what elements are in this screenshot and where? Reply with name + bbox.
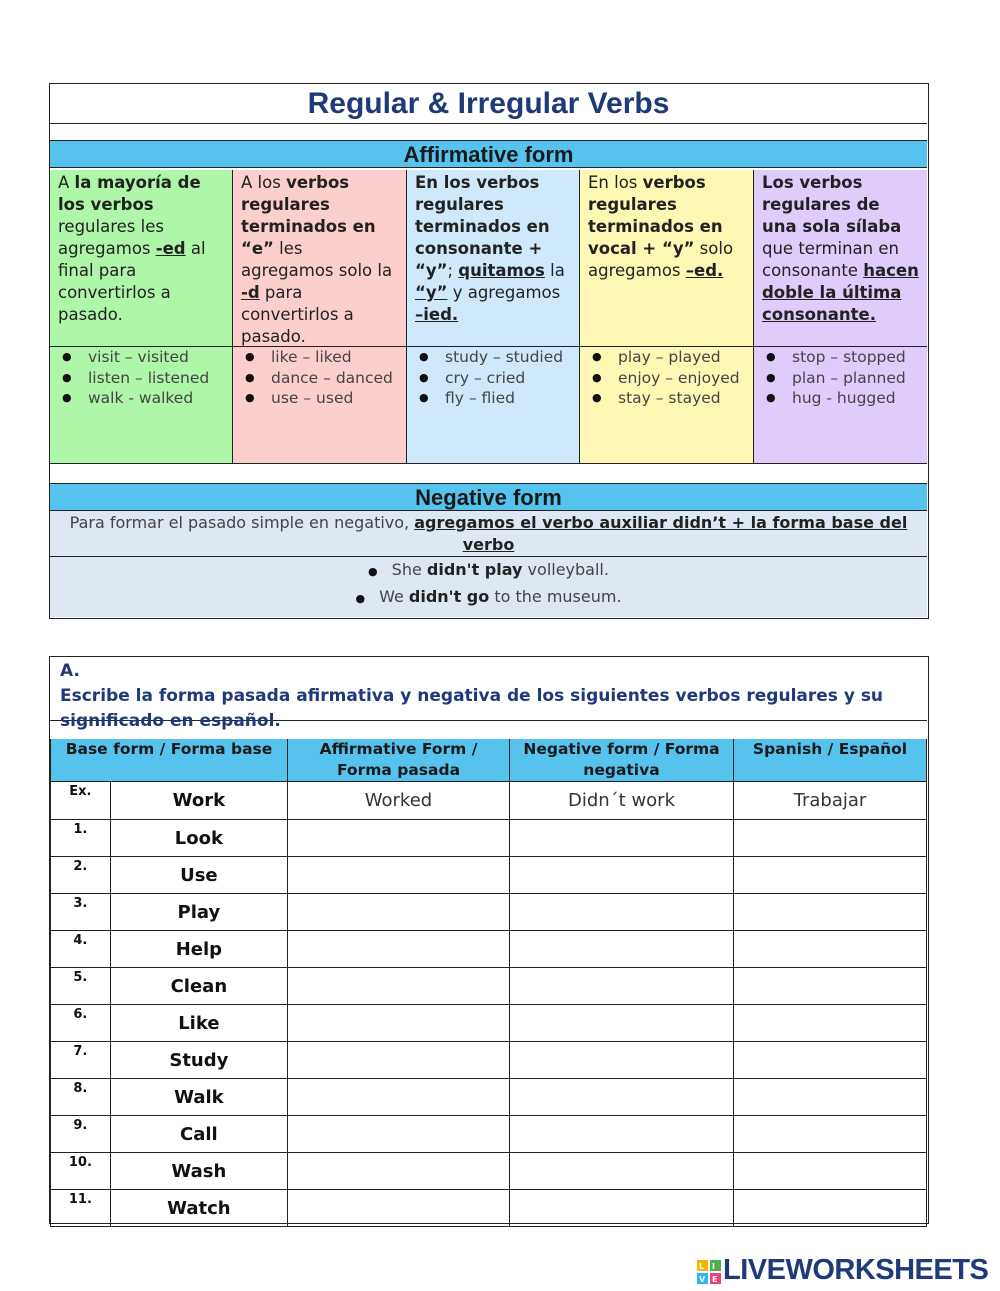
row-number: 4. (51, 931, 111, 968)
negative-answer-cell[interactable] (510, 968, 734, 1005)
base-form-cell: Look (110, 820, 287, 857)
base-form-cell: Study (110, 1042, 287, 1079)
negative-answer-cell[interactable] (510, 894, 734, 931)
affirmative-answer-cell[interactable] (288, 1079, 510, 1116)
row-number: 11. (51, 1190, 111, 1227)
base-form-cell: Use (110, 857, 287, 894)
row-number: 10. (51, 1153, 111, 1190)
logo-letter-e: E (712, 1275, 718, 1284)
spanish-answer-cell[interactable] (734, 968, 927, 1005)
example-item: ● fly – flied (427, 388, 571, 409)
spanish-answer-cell[interactable] (734, 1005, 927, 1042)
table-row (51, 1079, 927, 1116)
example-item: ● listen – listened (70, 368, 224, 389)
table-row (51, 1190, 927, 1227)
base-form-cell: Walk (110, 1079, 287, 1116)
rule-3-text: En los verbos regulares terminados en consonante + “y”; quitamos la “y” y agregamos –ied. (407, 170, 579, 347)
rule-5-text: Los verbos regulares de una sola sílaba que terminan en consonante hacen doble la última consonante. (754, 170, 927, 347)
row-number: 7. (51, 1042, 111, 1079)
spanish-answer-cell[interactable] (734, 857, 927, 894)
spanish-answer-cell[interactable] (734, 931, 927, 968)
affirmative-answer-cell[interactable] (288, 1153, 510, 1190)
row-number: 6. (51, 1005, 111, 1042)
spacer-row (50, 463, 927, 483)
logo-letter-v: V (699, 1275, 706, 1284)
affirmative-answer-cell[interactable] (288, 1042, 510, 1079)
affirmative-answer-cell[interactable] (288, 1116, 510, 1153)
table-row (51, 820, 927, 857)
negative-example: ● We didn't go to the museum. (355, 587, 622, 606)
spanish-answer-cell[interactable] (734, 1116, 927, 1153)
negative-answer-cell[interactable] (510, 1042, 734, 1079)
rule-1-examples (50, 347, 232, 409)
example-item: ● stay – stayed (600, 388, 745, 409)
rule-5-examples (754, 347, 927, 409)
negative-answer-cell[interactable] (510, 1153, 734, 1190)
affirmative-heading: Affirmative form (50, 140, 927, 168)
table-row (51, 1005, 927, 1042)
negative-heading: Negative form (50, 483, 927, 511)
affirmative-answer-cell[interactable] (288, 968, 510, 1005)
row-number: 3. (51, 894, 111, 931)
exercise-table (50, 739, 927, 1227)
example-item: ● dance – danced (253, 368, 398, 389)
brand-logo (697, 1254, 997, 1288)
example-item: ● plan – planned (774, 368, 919, 389)
base-form-cell: Wash (110, 1153, 287, 1190)
brand-name: LIVEWORKSHEETS (723, 1254, 989, 1286)
table-header-row (51, 739, 927, 782)
header-negative: Negative form / Forma negativa (510, 739, 734, 782)
negative-answer-cell[interactable] (510, 857, 734, 894)
spanish-answer-cell[interactable] (734, 894, 927, 931)
row-number: 5. (51, 968, 111, 1005)
example-item: ● stop – stopped (774, 347, 919, 368)
negative-answer-cell[interactable] (510, 1005, 734, 1042)
header-affirmative: Affirmative Form / Forma pasada (288, 739, 510, 782)
table-row (51, 894, 927, 931)
table-row (51, 782, 927, 820)
exercise-box (49, 656, 929, 1224)
base-form-cell: Help (110, 931, 287, 968)
example-item: ● walk - walked (70, 388, 224, 409)
rule-2-examples (233, 347, 406, 409)
base-form-cell: Work (110, 782, 287, 820)
rule-4-text: En los verbos regulares terminados en vocal + “y” solo agregamos –ed. (580, 170, 753, 347)
example-item: ● use – used (253, 388, 398, 409)
spanish-answer-cell[interactable] (734, 1190, 927, 1227)
spanish-answer-cell[interactable] (734, 1042, 927, 1079)
negative-rule-text: Para formar el pasado simple en negativo, agregamos el verbo auxiliar didn’t + la forma base del verbo (50, 511, 927, 557)
exercise-instruction: A.Escribe la forma pasada afirmativa y negativa de los siguientes verbos regulares y su significado en español. (50, 657, 927, 721)
base-form-cell: Watch (110, 1190, 287, 1227)
table-row (51, 1042, 927, 1079)
negative-answer-cell[interactable] (510, 1079, 734, 1116)
table-row (51, 931, 927, 968)
example-item: ● cry – cried (427, 368, 571, 389)
negative-answer-cell[interactable] (510, 1190, 734, 1227)
base-form-cell: Clean (110, 968, 287, 1005)
table-body (51, 782, 927, 1227)
page-title: Regular & Irregular Verbs (50, 84, 927, 124)
rule-2-text: A los verbos regulares terminados en “e” les agregamos solo la -d para convertirlos a pasado. (233, 170, 406, 347)
spanish-answer-cell: Trabajar (734, 782, 927, 820)
affirmative-answer-cell[interactable] (288, 931, 510, 968)
table-row (51, 968, 927, 1005)
base-form-cell: Like (110, 1005, 287, 1042)
affirmative-answer-cell[interactable] (288, 894, 510, 931)
example-item: ● play – played (600, 347, 745, 368)
row-number: 8. (51, 1079, 111, 1116)
table-row (51, 1116, 927, 1153)
row-number: 2. (51, 857, 111, 894)
table-row (51, 1153, 927, 1190)
negative-examples (50, 557, 927, 617)
negative-answer-cell[interactable] (510, 820, 734, 857)
liveworksheets-logo-icon (697, 1260, 721, 1284)
grammar-box (49, 83, 929, 619)
spanish-answer-cell[interactable] (734, 820, 927, 857)
logo-letter-l: L (699, 1262, 705, 1271)
affirmative-answer-cell: Worked (288, 782, 510, 820)
row-number: Ex. (51, 782, 111, 820)
row-number: 1. (51, 820, 111, 857)
row-number: 9. (51, 1116, 111, 1153)
negative-example: ● She didn't play volleyball. (368, 560, 609, 579)
header-base-form: Base form / Forma base (51, 739, 288, 782)
base-form-cell: Call (110, 1116, 287, 1153)
spanish-answer-cell[interactable] (734, 1079, 927, 1116)
negative-answer-cell[interactable] (510, 1116, 734, 1153)
affirmative-answer-cell[interactable] (288, 1005, 510, 1042)
negative-answer-cell: Didn´t work (510, 782, 734, 820)
base-form-cell: Play (110, 894, 287, 931)
affirmative-answer-cell[interactable] (288, 820, 510, 857)
example-item: ● visit – visited (70, 347, 224, 368)
logo-letter-i: I (712, 1262, 715, 1271)
affirmative-answer-cell[interactable] (288, 857, 510, 894)
example-item: ● like – liked (253, 347, 398, 368)
affirmative-answer-cell[interactable] (288, 1190, 510, 1227)
rule-1-text: A la mayoría de los verbos regulares les agregamos -ed al final para convertirlos a pasado. (50, 170, 232, 347)
rule-4-examples (580, 347, 753, 409)
rule-3-examples (407, 347, 579, 409)
example-item: ● study – studied (427, 347, 571, 368)
spanish-answer-cell[interactable] (734, 1153, 927, 1190)
example-item: ● enjoy – enjoyed (600, 368, 745, 389)
header-spanish: Spanish / Español (734, 739, 927, 782)
table-row (51, 857, 927, 894)
example-item: ● hug - hugged (774, 388, 919, 409)
negative-answer-cell[interactable] (510, 931, 734, 968)
